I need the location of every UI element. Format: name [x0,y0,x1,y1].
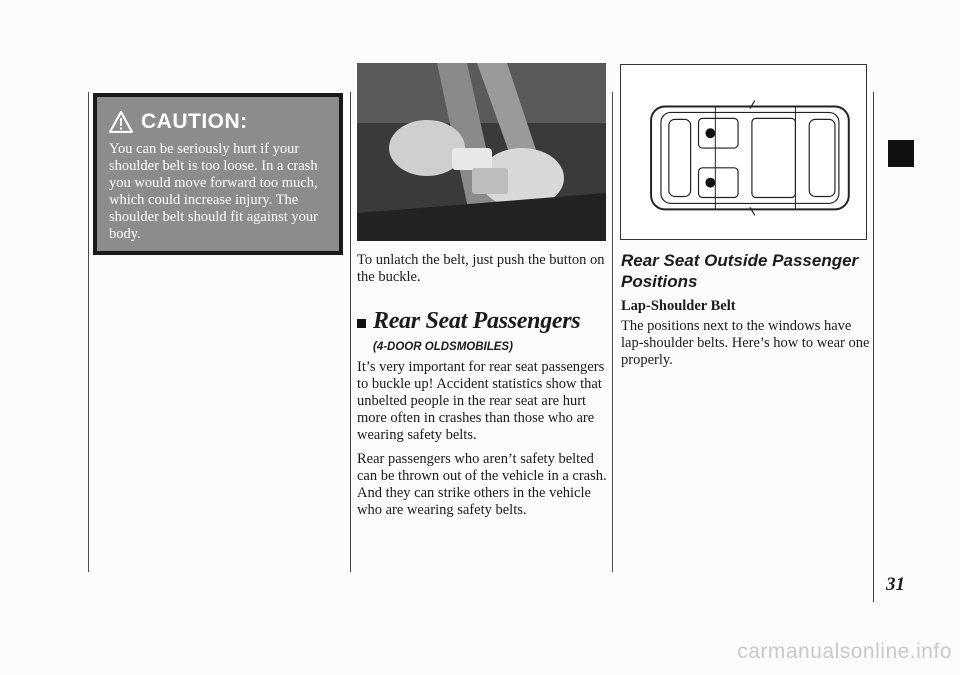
buckle-photo [357,63,606,241]
bullet-square-icon [357,319,366,328]
warning-triangle-icon [109,111,133,133]
watermark: carmanualsonline.info [737,640,952,663]
seatbelt-buckle-illustration [357,63,606,241]
middle-column [357,252,612,519]
section-title: Rear Seat Passengers [373,308,581,334]
section-note: (4-DOOR OLDSMOBILES) [373,341,513,353]
column-rule [88,92,89,572]
subsection-title: Rear Seat Outside Passenger Positions [621,251,859,291]
caution-text: You can be seriously hurt if your shoulder belt is too loose. In a crash you would move forward too much, which could increase injury. The shoulder belt should fit against your body. [109,141,319,242]
caution-box [93,93,343,255]
page-number: 31 [886,574,905,595]
column-rule [873,92,874,602]
section-heading [357,308,612,335]
column-rule [350,92,351,572]
car-top-view-diagram [620,64,867,240]
chapter-tab-marker [888,140,914,167]
column-rule [612,92,613,572]
right-column [621,250,871,369]
caution-title: CAUTION: [141,110,248,133]
paragraph: Rear passengers who aren’t safety belted can be thrown out of the vehicle in a crash. And they can strike others in the vehicle who are wearing safety belts. [357,451,607,518]
paragraph: It’s very important for rear seat passengers to buckle up! Accident statistics show that unbelted people in the rear seat are hurt more often in crashes than those who are wearing safety belts. [357,359,605,443]
photo-caption: To unlatch the belt, just push the button on the buckle. [357,252,605,285]
subsection-subtitle: Lap-Shoulder Belt [621,298,736,314]
car-top-view-illustration [621,65,866,239]
paragraph: The positions next to the windows have lap-shoulder belts. Here’s how to wear one properly. [621,318,870,368]
